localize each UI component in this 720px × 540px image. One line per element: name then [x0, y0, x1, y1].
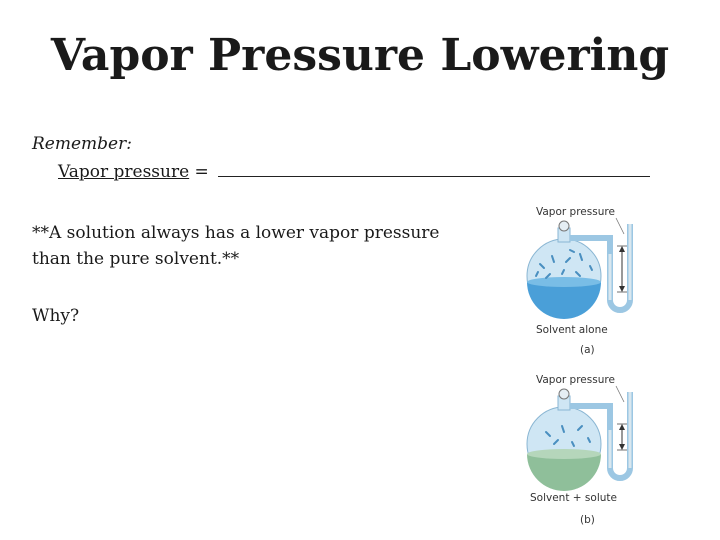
vapor-pressure-term: Vapor pressure: [58, 162, 190, 182]
apparatus-b-diagram: [506, 370, 666, 528]
remember-label: Remember:: [32, 134, 132, 154]
figure-b-caption: Solvent + solute: [530, 492, 617, 504]
figure-b-top-label: Vapor pressure: [536, 374, 615, 386]
definition-blank: [218, 162, 650, 177]
vapor-pressure-definition: [58, 162, 650, 182]
slide-title: Vapor Pressure Lowering: [50, 30, 670, 81]
figure-solvent-solute: [506, 370, 666, 528]
apparatus-a-diagram: [506, 204, 666, 362]
figure-solvent-alone: [506, 204, 666, 362]
figure-b-sub: (b): [580, 514, 595, 526]
figure-a-top-label: Vapor pressure: [536, 206, 615, 218]
solution-note: [32, 220, 439, 272]
figure-a-sub: (a): [580, 344, 595, 356]
note-line-2: than the pure solvent.**: [32, 249, 240, 269]
equals-sign: =: [189, 162, 215, 182]
note-line-1: **A solution always has a lower vapor pressure: [32, 223, 440, 243]
why-question: Why?: [32, 306, 80, 326]
figure-a-caption: Solvent alone: [536, 324, 608, 336]
